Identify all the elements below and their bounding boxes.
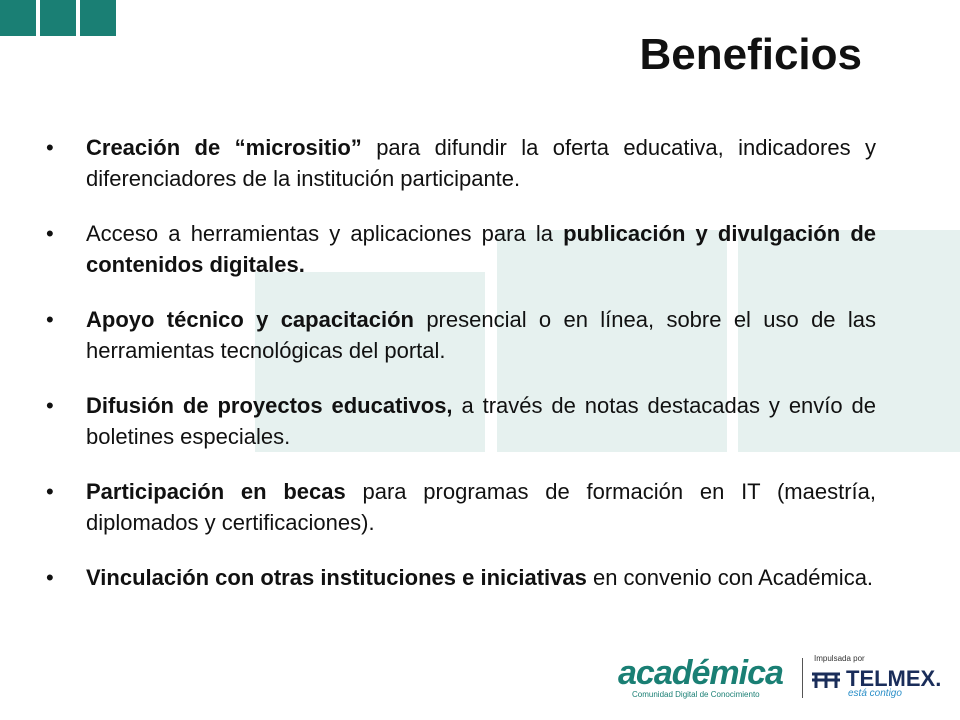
- benefit-text-bold: Apoyo técnico y capacitación: [86, 307, 414, 332]
- benefit-text-bold: Difusión de proyectos educativos,: [86, 393, 453, 418]
- benefit-item: [44, 476, 876, 538]
- telmex-tagline: está contigo: [848, 688, 902, 699]
- bullet-marker: •: [46, 307, 54, 332]
- bullet-marker: •: [46, 393, 54, 418]
- benefit-text: en convenio con Académica.: [586, 565, 874, 590]
- benefit-item: [44, 390, 876, 452]
- academica-logo-subtitle: Comunidad Digital de Conocimiento: [632, 690, 760, 699]
- benefits-list: [44, 132, 876, 617]
- benefit-item: [44, 218, 876, 280]
- benefit-item: [44, 304, 876, 366]
- benefit-text: para programas de formación en IT (maestría, diplomados y certificaciones).: [86, 479, 877, 535]
- decor-square-1: [0, 0, 36, 36]
- benefit-text: a través de notas destacadas y envío de boletines especiales.: [86, 393, 877, 449]
- bullet-marker: •: [46, 221, 54, 246]
- benefit-item: [44, 562, 876, 593]
- bullet-marker: •: [46, 479, 54, 504]
- benefit-text-bold: Creación de “micrositio”: [86, 135, 362, 160]
- impulsada-label: Impulsada por: [814, 654, 865, 663]
- benefit-text: presencial o en línea, sobre el uso de las herramientas tecnológicas del portal.: [86, 307, 876, 363]
- decor-square-2: [40, 0, 76, 36]
- benefit-text: Acceso a herramientas y aplicaciones para la: [86, 221, 564, 246]
- page-title: Beneficios: [639, 30, 862, 79]
- benefit-text-bold: Participación en becas: [86, 479, 346, 504]
- benefit-text-bold: Vinculación con otras instituciones e iniciativas: [86, 565, 587, 590]
- footer-logo: [618, 654, 948, 704]
- academica-logo-text: académica: [618, 654, 783, 692]
- logo-divider: [802, 658, 803, 698]
- benefit-text-bold: publicación y divulgación de contenidos digitales.: [86, 221, 877, 277]
- benefit-item: [44, 132, 876, 194]
- bullet-marker: •: [46, 135, 54, 160]
- telmex-logo-text: TELMEX.: [846, 666, 942, 691]
- bullet-marker: •: [46, 565, 54, 590]
- telmex-icon: [810, 668, 842, 690]
- benefit-text: para difundir la oferta educativa, indicadores y diferenciadores de la institución participante.: [86, 135, 877, 191]
- decor-square-3: [80, 0, 116, 36]
